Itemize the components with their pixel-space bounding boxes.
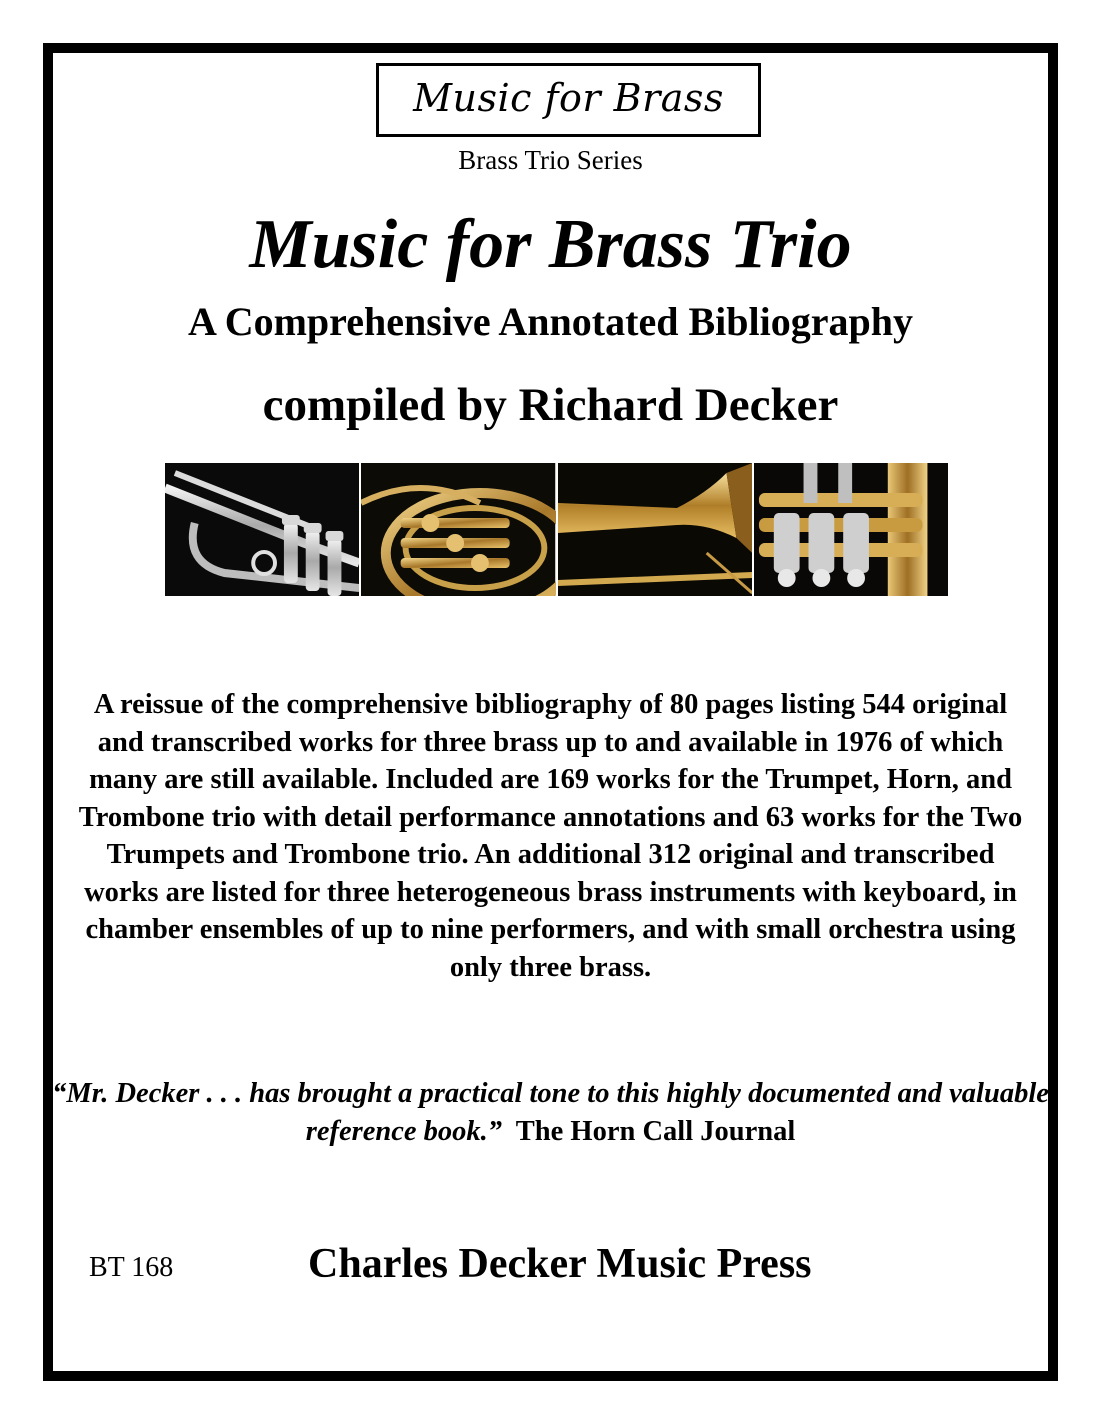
- book-title: Music for Brass Trio: [249, 206, 852, 283]
- quote-text: “Mr. Decker . . . has brought a practical tone to this highly documented and valuable reference book.”: [52, 1078, 1049, 1147]
- book-description: A reissue of the comprehensive bibliography of 80 pages listing 544 original and transcribed works for three brass up to and available in 1976 of which many are still available. Included are 169 works for the Trumpet, Horn, and Trombone trio with detail performance annotations and 63 works for the Two Trumpets and Trombone trio. An additional 312 original and transcribed works are listed for three heterogeneous brass instruments with keyboard, in chamber ensembles of up to nine performers, and with small orchestra using only three brass.: [78, 689, 1023, 983]
- french-horn-icon: [361, 463, 557, 596]
- instrument-photo-strip: [165, 463, 948, 596]
- series-name: Brass Trio Series: [458, 145, 643, 175]
- tuba-valves-icon: [754, 463, 948, 596]
- series-logo: [376, 63, 761, 137]
- series-logo-text: Music for Brass: [413, 76, 724, 120]
- catalog-number: BT 168: [89, 1252, 174, 1283]
- compiler-credit: compiled by Richard Decker: [262, 379, 839, 431]
- trombone-bell-icon: [558, 463, 754, 596]
- publisher-name: Charles Decker Music Press: [308, 1241, 812, 1287]
- quote-source: The Horn Call Journal: [515, 1116, 796, 1147]
- book-subtitle: A Comprehensive Annotated Bibliography: [188, 299, 913, 344]
- trumpet-valves-icon: [165, 463, 361, 596]
- review-quote: [40, 1075, 1061, 1151]
